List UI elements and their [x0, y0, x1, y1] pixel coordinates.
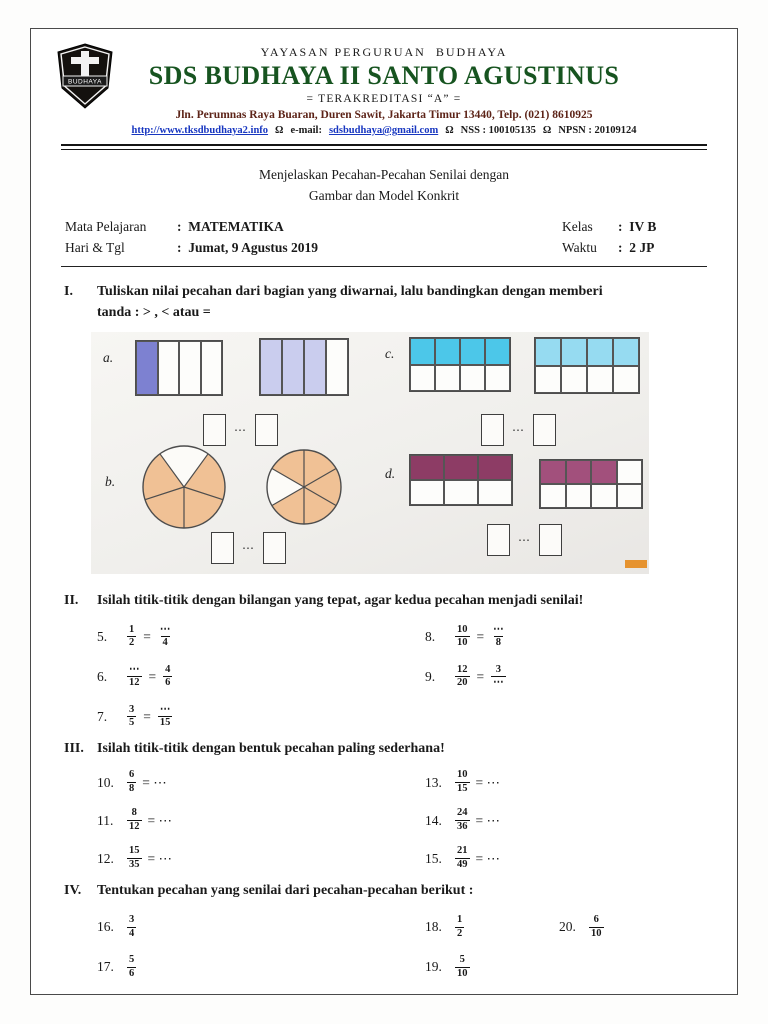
pie-model-six-slices	[264, 447, 344, 527]
school-letterhead	[61, 45, 707, 136]
empty-cell	[410, 480, 444, 505]
empty-cell	[444, 480, 478, 505]
email-link[interactable]: sdsbudhaya@gmail.com	[328, 125, 439, 136]
section-text: Isilah titik-titik dengan bentuk pecahan paling sederhana!	[97, 740, 445, 756]
section-1-heading	[61, 281, 707, 324]
problem-10	[97, 770, 172, 796]
comparison-answer-a	[203, 414, 278, 446]
problems-right-column	[425, 624, 510, 690]
answer-box	[533, 414, 556, 446]
numerator: ⋯	[159, 703, 171, 715]
problem-number: 18.	[425, 919, 442, 935]
shaded-cell	[478, 455, 512, 480]
empty-cell	[561, 366, 587, 394]
equals-sign: =	[143, 708, 151, 724]
answer-dots: = ⋯	[142, 774, 167, 790]
denominator: 49	[457, 859, 468, 871]
figure-label-d: d.	[385, 466, 396, 482]
problem-14	[425, 808, 500, 834]
problem-11	[97, 808, 172, 834]
fraction	[127, 769, 136, 795]
fraction	[158, 624, 173, 650]
logo-cross-icon	[81, 51, 89, 79]
shaded-cell	[282, 339, 304, 395]
shaded-cell	[587, 338, 613, 366]
fraction	[491, 664, 506, 690]
problem-number: 16.	[97, 919, 114, 935]
denominator: 10	[457, 967, 468, 979]
section-4-problems	[61, 914, 707, 984]
problem-number: 8.	[425, 628, 436, 644]
shaded-cell	[435, 338, 460, 365]
comparison-answer-d	[487, 524, 562, 556]
empty-cell	[566, 484, 592, 508]
problem-19	[425, 954, 474, 980]
denominator: 20	[457, 677, 468, 689]
problem-number: 11.	[97, 812, 114, 828]
shaded-cell	[535, 338, 561, 366]
problem-16	[97, 914, 140, 940]
answer-box	[487, 524, 510, 556]
worksheet-page	[30, 28, 738, 995]
npsn-number: NPSN : 20109124	[558, 125, 637, 136]
empty-cell	[591, 484, 617, 508]
numerator: 12	[457, 663, 468, 675]
comparison-answer-b	[211, 532, 286, 564]
figure-label-b: b.	[105, 474, 116, 490]
fraction	[163, 664, 172, 690]
pie-model-five-slices	[140, 443, 228, 531]
denominator: 10	[591, 927, 602, 939]
shaded-cell	[485, 338, 510, 365]
fraction	[455, 914, 464, 940]
separator-symbol: Ω	[542, 125, 552, 136]
date-label: Hari & Tgl	[65, 239, 125, 255]
comparison-answer-c	[481, 414, 556, 446]
problems-left-column	[97, 624, 176, 730]
numerator: 21	[457, 845, 468, 857]
fraction	[127, 664, 142, 690]
problem-6	[97, 664, 176, 690]
denominator: 12	[129, 677, 140, 689]
denominator: 15	[457, 783, 468, 795]
fraction	[589, 914, 604, 940]
fraction	[127, 704, 136, 730]
numerator: 5	[459, 954, 465, 966]
problem-number: 12.	[97, 850, 114, 866]
comparison-dots: ⋯	[518, 532, 531, 547]
denominator: 12	[129, 821, 140, 833]
problem-number: 9.	[425, 668, 436, 684]
denominator: 2	[129, 637, 135, 649]
time-value: : 2 JP	[618, 239, 655, 255]
numerator: 10	[457, 623, 468, 635]
shaded-cell	[260, 339, 282, 395]
numerator: 3	[129, 703, 135, 715]
worksheet-meta	[61, 219, 707, 256]
problem-number: 10.	[97, 774, 114, 790]
equals-sign: =	[148, 668, 157, 684]
fraction	[455, 769, 470, 795]
denominator: 35	[129, 859, 140, 871]
numerator: 1	[129, 623, 135, 635]
problem-number: 5.	[97, 628, 108, 644]
comparison-dots: ⋯	[234, 422, 247, 437]
empty-cell	[613, 366, 639, 394]
title-line-1: Menjelaskan Pecahan-Pecahan Senilai dengan	[258, 166, 510, 182]
shaded-cell	[540, 460, 566, 484]
shaded-cell	[410, 338, 435, 365]
separator-symbol: Ω	[275, 125, 284, 136]
shaded-cell	[136, 341, 158, 395]
numerator: 4	[165, 663, 171, 675]
problem-number: 7.	[97, 708, 108, 724]
empty-cell	[587, 366, 613, 394]
problems-third-column	[559, 914, 608, 940]
fraction	[455, 624, 470, 650]
denominator: 2	[457, 927, 463, 939]
page-corner-marker	[625, 560, 647, 568]
section-text: Tentukan pecahan yang senilai dari pecahan-pecahan berikut :	[97, 882, 474, 898]
numerator: 3	[129, 914, 135, 926]
empty-cell	[435, 365, 460, 392]
fraction-model-c-right	[534, 337, 640, 394]
fraction	[455, 664, 470, 690]
section-number: II.	[64, 593, 79, 609]
problem-9	[425, 664, 510, 690]
section-2-problems	[61, 624, 707, 732]
equals-sign: =	[476, 668, 485, 684]
denominator: 6	[129, 967, 135, 979]
problems-left-column	[97, 770, 172, 872]
problem-8	[425, 624, 510, 650]
title-line-2: Gambar dan Model Konkrit	[308, 188, 460, 204]
comparison-dots: ⋯	[242, 540, 255, 555]
fraction-model-c-left	[409, 337, 511, 392]
problems-right-column	[425, 770, 500, 872]
numerator: 1	[457, 914, 463, 926]
shaded-cell	[591, 460, 617, 484]
shaded-cell	[304, 339, 326, 395]
website-link[interactable]: http://www.tksdbudhaya2.info	[131, 125, 269, 136]
section-2-heading	[61, 590, 707, 612]
fraction-model-a-left	[135, 340, 223, 396]
empty-cell	[617, 484, 643, 508]
shaded-cell	[561, 338, 587, 366]
denominator: 4	[129, 927, 135, 939]
fraction	[127, 845, 142, 871]
section-4-heading	[61, 880, 707, 902]
answer-box	[211, 532, 234, 564]
nss-number: NSS : 100105135	[460, 125, 536, 136]
problem-5	[97, 624, 176, 650]
problem-number: 14.	[425, 812, 442, 828]
problem-15	[425, 846, 500, 872]
school-name: SDS BUDHAYA II SANTO AGUSTINUS	[148, 61, 620, 90]
school-logo	[56, 43, 114, 109]
empty-cell	[179, 341, 201, 395]
numerator: 3	[495, 663, 501, 675]
fraction-model-a-right	[259, 338, 349, 396]
section-number: I.	[64, 283, 73, 299]
shaded-cell	[566, 460, 592, 484]
fraction	[127, 807, 142, 833]
equals-sign: =	[143, 628, 151, 644]
figure-label-a: a.	[103, 350, 114, 366]
problem-13	[425, 770, 500, 796]
shaded-cell	[460, 338, 485, 365]
numerator: ⋯	[159, 623, 171, 635]
fraction	[127, 914, 136, 940]
numerator: 6	[593, 914, 599, 926]
header-divider	[61, 144, 707, 150]
fraction-model-d-right	[539, 459, 643, 509]
denominator: 4	[162, 637, 168, 649]
empty-cell	[485, 365, 510, 392]
problem-number: 6.	[97, 668, 108, 684]
answer-box	[263, 532, 286, 564]
empty-cell	[478, 480, 512, 505]
empty-cell	[460, 365, 485, 392]
contact-line	[61, 125, 707, 136]
comparison-dots: ⋯	[512, 422, 525, 437]
time-label: Waktu	[562, 239, 597, 255]
shaded-cell	[410, 455, 444, 480]
answer-dots: = ⋯	[475, 850, 500, 866]
empty-cell	[158, 341, 180, 395]
problem-20	[559, 914, 608, 940]
problem-7	[97, 704, 176, 730]
empty-cell	[617, 460, 643, 484]
fraction	[455, 954, 470, 980]
meta-divider	[61, 266, 707, 267]
empty-cell	[201, 341, 223, 395]
section-text-line: tanda : > , < atau =	[97, 305, 211, 321]
email-label: e-mail:	[290, 125, 322, 136]
subject-value: : MATEMATIKA	[177, 218, 284, 234]
section-3-heading	[61, 738, 707, 760]
denominator: 15	[159, 717, 171, 729]
meta-right-column	[562, 219, 656, 256]
section-text: Isilah titik-titik dengan bilangan yang tepat, agar kedua pecahan menjadi senilai!	[97, 593, 584, 609]
problem-number: 17.	[97, 959, 114, 975]
fraction	[491, 624, 506, 650]
fraction	[455, 807, 470, 833]
answer-dots: = ⋯	[475, 774, 500, 790]
numerator: 15	[129, 845, 140, 857]
foundation-name: YAYASAN PERGURUAN BUDHAYA	[260, 45, 508, 59]
fraction	[455, 845, 470, 871]
empty-cell	[410, 365, 435, 392]
separator-symbol: Ω	[445, 125, 454, 136]
answer-dots: = ⋯	[475, 812, 500, 828]
denominator: 5	[129, 717, 135, 729]
accreditation-line: = TERAKREDITASI “A” =	[306, 93, 462, 105]
shaded-cell	[444, 455, 478, 480]
fraction	[127, 624, 136, 650]
equals-sign: =	[476, 628, 485, 644]
fraction	[158, 704, 173, 730]
class-label: Kelas	[562, 218, 593, 234]
problems-left-column	[97, 914, 140, 980]
problem-number: 20.	[559, 919, 576, 935]
answer-dots: = ⋯	[147, 850, 172, 866]
answer-box	[255, 414, 278, 446]
address-line: Jln. Perumnas Raya Buaran, Duren Sawit, Jakarta Timur 13440, Telp. (021) 8610925	[175, 109, 593, 121]
date-value: : Jumat, 9 Agustus 2019	[177, 239, 319, 255]
logo-cross-icon	[71, 57, 99, 64]
logo-banner-text: BUDHAYA	[68, 78, 102, 86]
problem-17	[97, 954, 140, 980]
fraction-model-d-left	[409, 454, 513, 506]
numerator: ⋯	[129, 663, 140, 675]
answer-box	[539, 524, 562, 556]
fraction	[127, 954, 136, 980]
worksheet-title	[61, 164, 707, 207]
empty-cell	[535, 366, 561, 394]
empty-cell	[540, 484, 566, 508]
denominator: 8	[495, 637, 501, 649]
denominator: ⋯	[493, 677, 504, 689]
numerator: 8	[131, 807, 137, 819]
denominator: 8	[129, 783, 135, 795]
problem-number: 13.	[425, 774, 442, 790]
numerator: 6	[129, 769, 135, 781]
denominator: 36	[457, 821, 468, 833]
numerator: 5	[129, 954, 135, 966]
empty-cell	[326, 339, 348, 395]
problem-12	[97, 846, 172, 872]
problem-number: 15.	[425, 850, 442, 866]
denominator: 10	[457, 637, 468, 649]
answer-dots: = ⋯	[147, 812, 172, 828]
answer-box	[203, 414, 226, 446]
section-number: IV.	[64, 882, 82, 898]
fraction-models-figure	[91, 332, 649, 574]
class-value: : IV B	[618, 218, 657, 234]
problems-middle-column	[425, 914, 474, 980]
denominator: 6	[165, 677, 171, 689]
section-text	[97, 281, 603, 324]
shaded-cell	[613, 338, 639, 366]
problem-number: 19.	[425, 959, 442, 975]
subject-label: Mata Pelajaran	[65, 218, 147, 234]
section-number: III.	[64, 740, 84, 756]
numerator: ⋯	[493, 623, 504, 635]
answer-box	[481, 414, 504, 446]
problem-18	[425, 914, 474, 940]
section-3-problems	[61, 770, 707, 872]
numerator: 24	[457, 807, 468, 819]
section-text-line: Tuliskan nilai pecahan dari bagian yang diwarnai, lalu bandingkan dengan memberi	[97, 283, 603, 299]
numerator: 10	[457, 769, 468, 781]
figure-label-c: c.	[385, 346, 395, 362]
